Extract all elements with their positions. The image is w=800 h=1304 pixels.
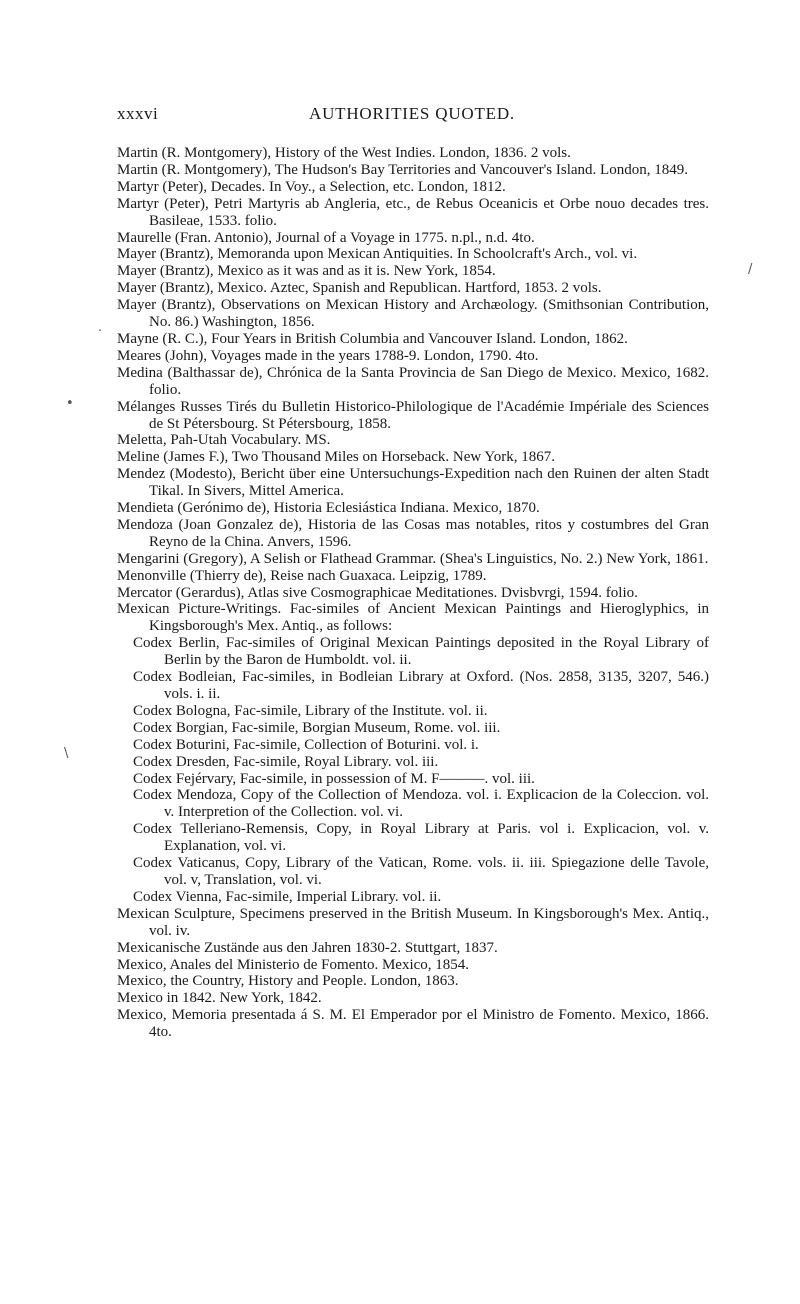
margin-mark: \	[64, 746, 69, 761]
bibliography-entry: Meline (James F.), Two Thousand Miles on Horseback. New York, 1867.	[117, 449, 555, 466]
bibliography-entry: Mercator (Gerardus), Atlas sive Cosmographicae Meditationes. Dvisbvrgi, 1594. folio.	[117, 584, 638, 601]
page-number: xxxvi	[117, 104, 159, 123]
bibliography-entry: Martin (R. Montgomery), History of the West Indies. London, 1836. 2 vols.	[117, 145, 571, 161]
bibliography-entry: Menonville (Thierry de), Reise nach Guaxaca. Leipzig, 1789.	[117, 567, 487, 584]
bibliography-entry: Medina (Balthassar de), Chrónica de la Santa Provincia de San Diego de Mexico. Mexico, 1682. folio.	[117, 364, 709, 398]
bibliography-entry: Mayne (R. C.), Four Years in British Columbia and Vancouver Island. London, 1862.	[117, 330, 628, 347]
running-head: AUTHORITIES QUOTED.	[309, 104, 515, 123]
codex-subentry: Codex Vaticanus, Copy, Library of the Vatican, Rome. vols. ii. iii. Spiegazione delle Tavole, vol. v, Translation, vol. vi.	[133, 855, 709, 888]
codex-subentry: Codex Boturini, Fac-simile, Collection of Boturini. vol. i.	[133, 736, 479, 753]
bibliography-entry: Mexico in 1842. New York, 1842.	[117, 990, 322, 1007]
bibliography-entry: Mayer (Brantz), Observations on Mexican History and Archæology. (Smithsonian Contribution, No. 86.) Washington, 1856.	[117, 297, 709, 331]
codex-subentry: Codex Bodleian, Fac-similes, in Bodleian Library at Oxford. (Nos. 2858, 3135, 3207, 546.) vols. i. ii.	[133, 669, 709, 702]
bibliography-entry: Mexicanische Zustände aus den Jahren 1830-2. Stuttgart, 1837.	[117, 939, 498, 956]
bibliography-entry: Mayer (Brantz), Mexico as it was and as it is. New York, 1854.	[117, 263, 496, 280]
bibliography-entry: Meletta, Pah-Utah Vocabulary. MS.	[117, 432, 331, 449]
bibliography-entry: Mendez (Modesto), Bericht über eine Untersuchungs-Expedition nach den Ruinen der alten Stadt Tikal. In Sivers, Mittel America.	[117, 466, 709, 500]
margin-mark: /	[748, 262, 753, 277]
codex-subentry: Codex Vienna, Fac-simile, Imperial Library. vol. ii.	[133, 888, 442, 905]
bibliography-entry: Mendoza (Joan Gonzalez de), Historia de las Cosas mas notables, ritos y costumbres del Gran Reyno de la China. Anvers, 1596.	[117, 516, 709, 550]
bibliography-entry: Martyr (Peter), Petri Martyris ab Angleria, etc., de Rebus Oceanicis et Orbe nouo decades tres. Basileae, 1533. folio.	[117, 195, 709, 229]
codex-subentry: Codex Bologna, Fac-simile, Library of the Institute. vol. ii.	[133, 702, 488, 719]
codex-subentry: Codex Borgian, Fac-simile, Borgian Museum, Rome. vol. iii.	[133, 719, 501, 736]
codex-subentry: Codex Fejérvary, Fac-simile, in possession of M. F———. vol. iii.	[133, 770, 535, 787]
bibliography-entry: Mayer (Brantz), Memoranda upon Mexican Antiquities. In Schoolcraft's Arch., vol. vi.	[117, 246, 638, 263]
bibliography-entry: Mexico, Anales del Ministerio de Fomento. Mexico, 1854.	[117, 956, 470, 973]
bibliography-entry: Mexican Sculpture, Specimens preserved in the British Museum. In Kingsborough's Mex. Antiq., vol. iv.	[117, 905, 709, 939]
bibliography-entry: Martin (R. Montgomery), The Hudson's Bay Territories and Vancouver's Island. London, 1849.	[117, 161, 688, 178]
codex-subentry: Codex Mendoza, Copy of the Collection of Mendoza. vol. i. Explicacion de la Coleccion. vol. v. Interpretion of the Collection. vol. vi.	[133, 787, 709, 821]
bibliography-entry: Mengarini (Gregory), A Selish or Flathead Grammar. (Shea's Linguistics, No. 2.) New York, 1861.	[117, 550, 709, 567]
bibliography-entry: Meares (John), Voyages made in the years 1788-9. London, 1790. 4to.	[117, 347, 539, 364]
bibliography-entry: Martyr (Peter), Decades. In Voy., a Selection, etc. London, 1812.	[117, 178, 506, 195]
margin-dot: •	[66, 396, 74, 411]
bibliography-entry: Mexico, Memoria presentada á S. M. El Emperador por el Ministro de Fomento. Mexico, 1866. 4to.	[117, 1007, 709, 1041]
codex-subentry: Codex Telleriano-Remensis, Copy, in Royal Library at Paris. vol i. Explicacion, vol. v. Explanation, vol. vi.	[133, 821, 709, 855]
bibliography-list	[117, 145, 709, 1041]
codex-subentry: Codex Dresden, Fac-simile, Royal Library. vol. iii.	[133, 753, 439, 770]
bibliography-entry: Mexico, the Country, History and People. London, 1863.	[117, 973, 459, 990]
bibliography-entry: Mexican Picture-Writings. Fac-similes of Ancient Mexican Paintings and Hieroglyphics, in Kingsborough's Mex. Antiq., as follows:	[117, 601, 709, 635]
bibliography-entry: Mayer (Brantz), Mexico. Aztec, Spanish and Republican. Hartford, 1853. 2 vols.	[117, 280, 602, 297]
page-header	[117, 104, 707, 126]
bibliography-entry: Maurelle (Fran. Antonio), Journal of a Voyage in 1775. n.pl., n.d. 4to.	[117, 229, 535, 246]
bibliography-entry: Mendieta (Gerónimo de), Historia Eclesiástica Indiana. Mexico, 1870.	[117, 500, 540, 517]
margin-dot: .	[98, 320, 103, 335]
codex-subentry: Codex Berlin, Fac-similes of Original Mexican Paintings deposited in the Royal Library of Berlin by the Baron de Humboldt. vol. ii.	[133, 635, 709, 669]
bibliography-entry: Mélanges Russes Tirés du Bulletin Historico-Philologique de l'Académie Impériale des Sciences de St Pétersbourg. St Pétersbourg, 1858.	[117, 398, 709, 432]
